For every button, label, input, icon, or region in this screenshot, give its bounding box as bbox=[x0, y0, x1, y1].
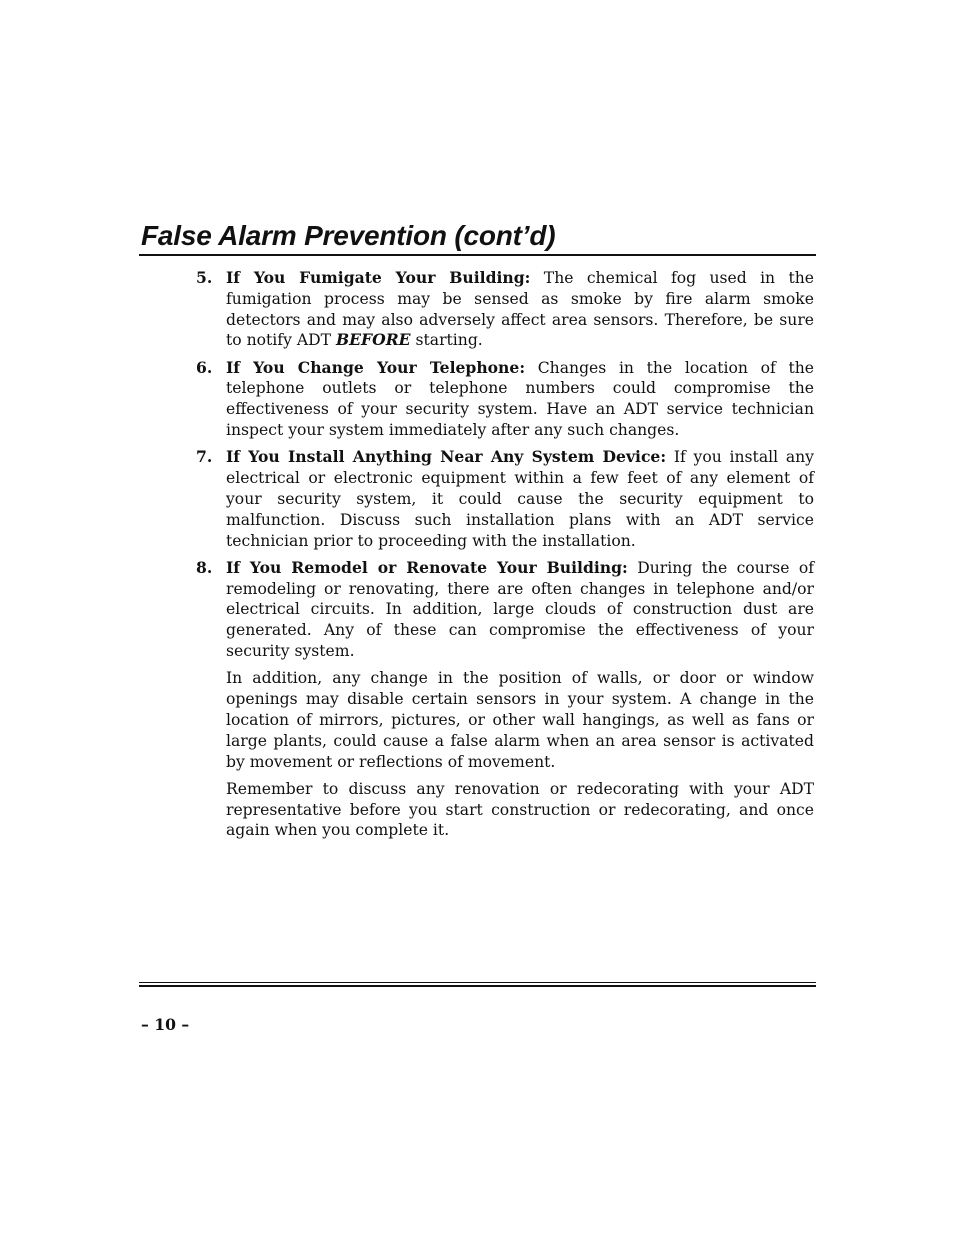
item-number: 8. bbox=[196, 557, 213, 577]
list-item-remodel bbox=[196, 558, 814, 662]
page-number: – 10 – bbox=[141, 1015, 190, 1034]
list-item-telephone bbox=[196, 358, 814, 441]
item-text: The chemical fog used in the fumigation process may be sensed as smoke by fire alarm smoke detectors and may also adversely affect area sensors. Therefore, be sure to notify ADT bbox=[226, 269, 814, 350]
item-heading: If You Remodel or Renovate Your Building: bbox=[226, 557, 628, 577]
item-text: If you install any electrical or electronic equipment within a few feet of any element of your security system, it could cause the security equipment to malfunction. Discuss such installation plans with an ADT service technician prior to proceeding with the installation. bbox=[226, 448, 814, 550]
list-item-fumigate bbox=[196, 268, 814, 351]
remodel-paragraph-walls: In addition, any change in the position of walls, or door or window openings may disable certain sensors in your system. A change in the location of mirrors, pictures, or other wall hangings, as well as fans or large plants, could cause a false alarm when an area sensor is activated by movement or reflections of movement. bbox=[226, 669, 814, 771]
remodel-paragraph-reminder: Remember to discuss any renovation or redecorating with your ADT representative before you start construction or redecorating, and once again when you complete it. bbox=[226, 779, 814, 840]
item-number: 7. bbox=[196, 447, 213, 467]
item-number: 5. bbox=[196, 268, 213, 287]
footer-rule bbox=[139, 982, 816, 983]
item-text: Changes in the location of the telephone outlets or telephone numbers could compromise the effectiveness of your security system. Have an ADT service technician inspect your system immediately after any such changes. bbox=[226, 358, 814, 440]
item-heading: If You Fumigate Your Building: bbox=[226, 268, 531, 287]
item-number: 6. bbox=[196, 357, 213, 377]
item-emphasis: BEFORE bbox=[335, 330, 411, 350]
item-heading: If You Change Your Telephone: bbox=[226, 357, 526, 377]
item-heading: If You Install Anything Near Any System Device: bbox=[226, 447, 667, 467]
page-title: False Alarm Prevention (cont’d) bbox=[141, 220, 556, 251]
main-content bbox=[196, 268, 814, 848]
list-item-install bbox=[196, 447, 814, 551]
title-rule bbox=[139, 254, 816, 256]
item-text: During the course of remodeling or renovating, there are often changes in telephone and/or electrical circuits. In addition, large clouds of construction dust are generated. Any of these can compromise the effectiveness of your security system. bbox=[226, 558, 814, 661]
item-text-end: starting. bbox=[410, 331, 483, 350]
footer-rule-thick bbox=[139, 985, 816, 987]
